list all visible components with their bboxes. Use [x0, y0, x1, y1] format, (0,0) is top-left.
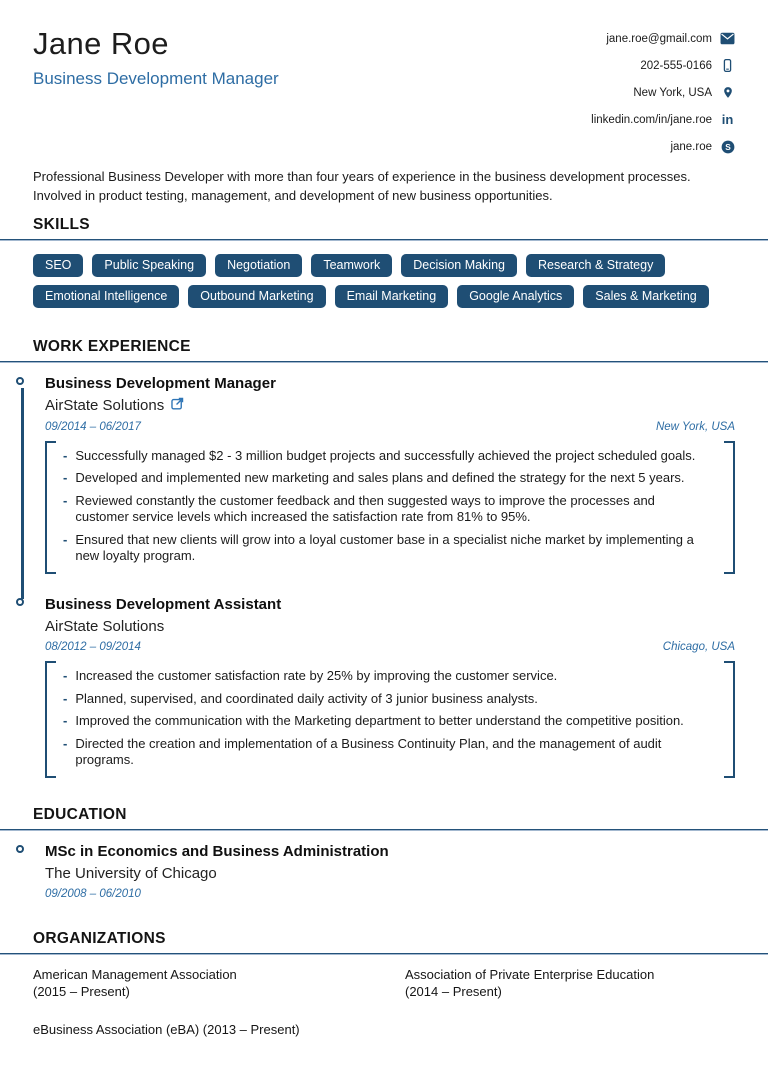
person-job-title: Business Development Manager	[33, 69, 279, 88]
bullet-dash: -	[63, 492, 68, 508]
company-name: AirState Solutions	[45, 397, 165, 415]
linkedin-glyph: in	[721, 112, 734, 127]
contact-email	[606, 31, 735, 46]
job-entry	[45, 375, 735, 574]
skill-pill: Sales & Marketing	[583, 285, 708, 308]
bullet-text: Planned, supervised, and coordinated daily activity of 3 junior business analysts.	[75, 690, 538, 706]
skill-pill: Research & Strategy	[526, 254, 665, 277]
bullet-dash: -	[63, 531, 68, 547]
bullet-text: Successfully managed $2 - 3 million budget projects and successfully achieved the project scheduled goals.	[75, 447, 696, 463]
skill-pill: Negotiation	[215, 254, 302, 277]
school-name	[45, 865, 735, 884]
phone-icon	[720, 58, 735, 73]
svg-text:S: S	[724, 141, 731, 152]
job-title: Business Development Manager	[45, 375, 276, 393]
contact-email-text: jane.roe@gmail.com	[606, 32, 712, 45]
skills-list	[33, 254, 735, 309]
external-link-icon[interactable]	[171, 397, 184, 416]
organizations-heading: ORGANIZATIONS	[33, 930, 166, 948]
section-divider	[0, 953, 768, 955]
skill-pill: SEO	[33, 254, 83, 277]
contact-phone-text: 202-555-0166	[640, 59, 712, 72]
bullet-item	[63, 691, 711, 708]
education-entries	[33, 843, 735, 901]
contact-linkedin-text: linkedin.com/in/jane.roe	[591, 113, 712, 126]
organization-item	[33, 1022, 405, 1038]
email-icon	[720, 31, 735, 46]
bullet-text: Reviewed constantly the customer feedback and then suggested ways to improve the processes and customer service levels which increased the satisfaction rate from 81% to 95%.	[75, 492, 655, 525]
linkedin-icon	[720, 112, 735, 127]
contact-skype	[670, 139, 735, 154]
organization-item	[33, 967, 405, 1000]
location-icon	[720, 85, 735, 100]
bullet-text: Improved the communication with the Marketing department to better understand the competitive position.	[75, 713, 684, 729]
job-company	[45, 397, 735, 416]
job-dates: 08/2012 – 09/2014	[45, 641, 141, 654]
section-work-experience	[33, 338, 735, 778]
bullet-dash: -	[63, 713, 68, 729]
bullet-dash: -	[63, 735, 68, 751]
job-dates: 09/2014 – 06/2017	[45, 420, 141, 433]
section-skills	[33, 216, 735, 309]
bullet-dash: -	[63, 668, 68, 684]
organizations-list	[33, 967, 735, 1038]
bullet-text: Increased the customer satisfaction rate by 25% by improving the customer service.	[75, 668, 558, 684]
organization-period: (2015 – Present)	[33, 983, 130, 999]
company-name: AirState Solutions	[45, 617, 165, 635]
job-bullets	[45, 661, 735, 778]
section-divider	[0, 829, 768, 831]
bullet-text: Ensured that new clients will grow into a loyal customer base in a specialist niche market by implementing a new loyalty program.	[75, 531, 694, 564]
skill-pill: Emotional Intelligence	[33, 285, 179, 308]
skills-heading: SKILLS	[33, 215, 90, 233]
organization-item	[405, 967, 735, 1000]
skill-pill: Outbound Marketing	[188, 285, 325, 308]
timeline-dot	[16, 377, 24, 385]
organization-name: eBusiness Association (eBA) (2013 – Present)	[33, 1021, 300, 1037]
job-meta	[45, 641, 735, 653]
work-entries	[33, 375, 735, 778]
bullet-dash: -	[63, 447, 68, 463]
contact-phone	[640, 58, 735, 73]
skill-pill: Email Marketing	[335, 285, 449, 308]
bullet-item	[63, 493, 711, 526]
skill-pill: Public Speaking	[92, 254, 206, 277]
skype-icon	[720, 139, 735, 154]
education-meta	[45, 888, 735, 900]
bullet-text: Developed and implemented new marketing and sales plans and defined the strategy for the next 5 years.	[75, 470, 685, 486]
bullet-item	[63, 736, 711, 769]
bullet-item	[63, 668, 711, 685]
job-bullets	[45, 441, 735, 574]
skill-pill: Teamwork	[311, 254, 392, 277]
section-divider	[0, 361, 768, 363]
bullet-dash: -	[63, 470, 68, 486]
bullet-item	[63, 713, 711, 730]
section-education	[33, 806, 735, 901]
work-heading: WORK EXPERIENCE	[33, 338, 191, 356]
degree-title: MSc in Economics and Business Administration	[45, 842, 389, 860]
section-divider	[0, 239, 768, 241]
organization-period: (2014 – Present)	[405, 983, 502, 999]
job-location: New York, USA	[655, 420, 735, 433]
job-title: Business Development Assistant	[45, 595, 282, 613]
person-name: Jane Roe	[33, 26, 169, 61]
skill-pill: Decision Making	[401, 254, 517, 277]
skill-pill: Google Analytics	[457, 285, 574, 308]
education-entry	[45, 843, 735, 901]
contact-linkedin	[591, 112, 735, 127]
job-location: Chicago, USA	[662, 641, 735, 654]
bullet-text: Directed the creation and implementation of a Business Continuity Plan, and the management of audit programs.	[75, 735, 662, 768]
job-entry	[45, 596, 735, 778]
organization-name: Association of Private Enterprise Education	[405, 967, 655, 983]
section-organizations	[33, 930, 735, 1038]
summary-text: Professional Business Developer with more than four years of experience in the business development processes. Involved in product testing, management, and development of new business opportunities.	[33, 169, 691, 203]
bullet-dash: -	[63, 690, 68, 706]
organization-name: American Management Association	[33, 967, 237, 983]
bullet-item	[63, 448, 711, 465]
contact-skype-text: jane.roe	[670, 140, 712, 153]
job-meta	[45, 421, 735, 433]
timeline-dot	[16, 845, 24, 853]
contact-location-text: New York, USA	[633, 86, 712, 99]
education-dates: 09/2008 – 06/2010	[45, 888, 141, 901]
bullet-item	[63, 470, 711, 487]
header	[33, 26, 735, 160]
job-company	[45, 618, 735, 637]
timeline-dot	[16, 598, 24, 606]
education-heading: EDUCATION	[33, 805, 127, 823]
bullet-item	[63, 532, 711, 565]
contact-list	[591, 31, 735, 154]
school-name-text: The University of Chicago	[45, 864, 217, 882]
contact-location	[633, 85, 735, 100]
